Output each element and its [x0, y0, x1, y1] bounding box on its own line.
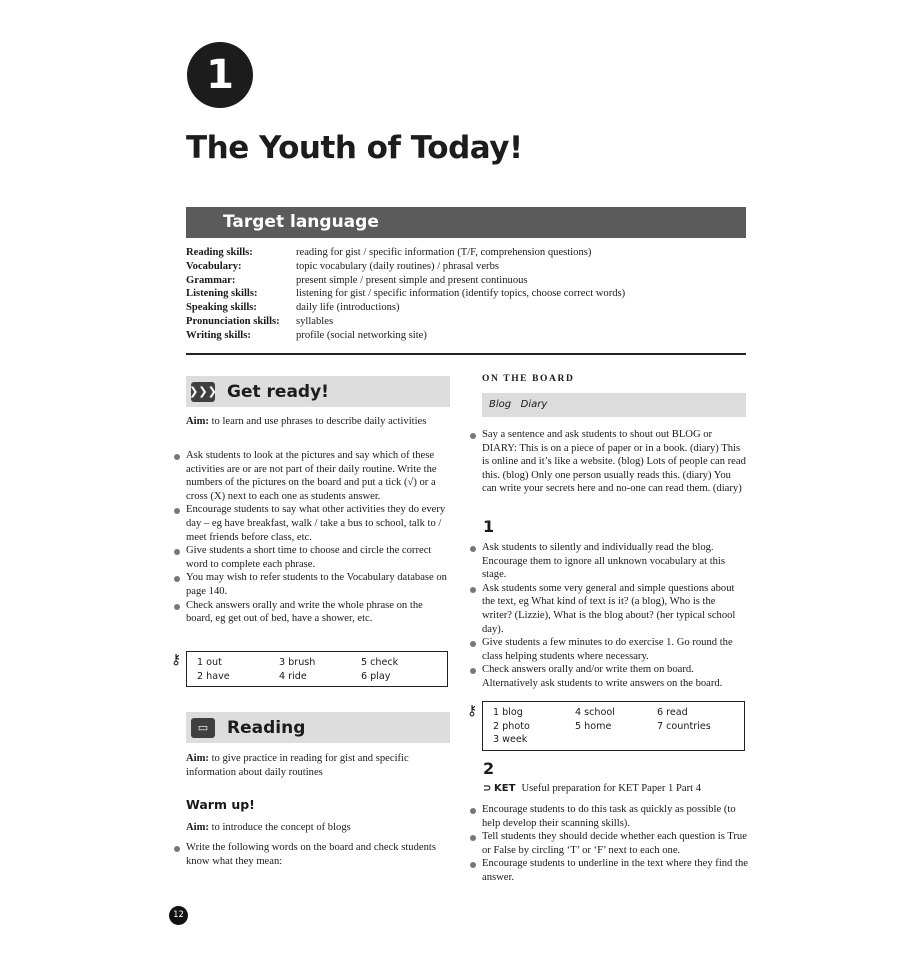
- warm-up-bullets: [174, 841, 452, 868]
- aim-label: Aim:: [186, 822, 209, 833]
- on-the-board-bullets: [470, 428, 748, 496]
- ket-note: [483, 782, 747, 796]
- reading-heading-bar: [186, 712, 450, 743]
- ket-icon: ⊃: [483, 783, 492, 794]
- target-language-heading: Target language: [186, 207, 746, 238]
- row-value: reading for gist / specific information (T/F, comprehension questions): [296, 247, 592, 258]
- answer-item: 1 out: [197, 657, 222, 668]
- get-ready-bullets: [174, 449, 452, 626]
- reading-aim: [186, 752, 448, 779]
- list-item: Say a sentence and ask students to shout out BLOG or DIARY: This is on a piece of paper or in a book. (diary) This is online and it’s like a website. (blog) Lots of people can read this. (blog) Only one person usually reads this. (diary) You can write your secrets here and no-one can read them. (diary): [470, 428, 748, 496]
- row-label: Writing skills:: [186, 329, 251, 341]
- answer-item: 5 check: [361, 657, 399, 668]
- exercise-1-bullets: [470, 541, 748, 691]
- aim-label: Aim:: [186, 753, 209, 764]
- warm-up-aim: [186, 821, 448, 835]
- list-item: Encourage students to say what other activities they do every day – eg have breakfast, walk / take a bus to school, talk to / meet friends before class, etc.: [174, 503, 452, 544]
- answer-item: 1 blog: [493, 707, 523, 718]
- list-item: Encourage students to do this task as quickly as possible (to help develop their scanning skills).: [470, 803, 748, 830]
- list-item: Ask students some very general and simple questions about the text, eg What kind of text is it? (a blog), Who is the writer? (Lizzie), What is the blog about? (her typical school day).: [470, 582, 748, 636]
- answer-item: 3 week: [493, 734, 528, 745]
- aim-text: to learn and use phrases to describe daily activities: [208, 416, 427, 427]
- aim-label: Aim:: [186, 416, 209, 427]
- get-ready-answer-box: [186, 651, 448, 687]
- row-value: present simple / present simple and present continuous: [296, 274, 528, 286]
- list-item: Encourage students to underline in the text where they find the answer.: [470, 857, 748, 884]
- row-value: syllables: [296, 315, 334, 327]
- list-item: Tell students they should decide whether each question is True or False by circling ‘T’ or ‘F’ next to each one.: [470, 830, 748, 857]
- warm-up-heading: Warm up!: [186, 797, 255, 812]
- row-label: Grammar:: [186, 274, 236, 286]
- list-item: Write the following words on the board and check students know what they mean:: [174, 841, 452, 868]
- target-language-table: [186, 246, 625, 343]
- forward-arrows-icon: ❯❯❯: [191, 382, 215, 402]
- answer-item: 4 school: [575, 707, 615, 718]
- get-ready-heading-bar: [186, 376, 450, 407]
- unit-title: The Youth of Today!: [186, 130, 523, 166]
- row-value: daily life (introductions): [296, 302, 400, 314]
- section-divider: [186, 353, 746, 355]
- answer-item: 7 countries: [657, 720, 711, 732]
- key-icon: ⚷: [171, 652, 182, 668]
- ket-label: KET: [494, 783, 516, 794]
- exercise-2-heading: 2: [483, 759, 495, 778]
- aim-text: to give practice in reading for gist and specific information about daily routines: [186, 753, 409, 778]
- answer-item: 5 home: [575, 720, 612, 732]
- answer-item: 2 have: [197, 670, 230, 682]
- ket-text: Useful preparation for KET Paper 1 Part 4: [521, 783, 702, 794]
- row-label: Reading skills:: [186, 247, 253, 258]
- list-item: Ask students to silently and individually read the blog. Encourage them to ignore all unknown vocabulary at this stage.: [470, 541, 748, 582]
- row-label: Listening skills:: [186, 288, 258, 300]
- get-ready-heading: Get ready!: [227, 381, 329, 402]
- book-icon: ▭: [191, 718, 215, 738]
- answer-item: 6 play: [361, 670, 391, 682]
- row-label: Vocabulary:: [186, 260, 242, 272]
- answer-item: 2 photo: [493, 720, 530, 732]
- aim-text: to introduce the concept of blogs: [208, 822, 351, 833]
- list-item: Give students a short time to choose and circle the correct word to complete each phrase.: [174, 544, 452, 571]
- page-number: 12: [169, 906, 188, 925]
- get-ready-aim: [186, 415, 446, 429]
- row-value: listening for gist / specific information (identify topics, choose correct words): [296, 288, 626, 300]
- row-label: Speaking skills:: [186, 302, 257, 314]
- key-icon: ⚷: [467, 703, 478, 719]
- list-item: Ask students to look at the pictures and say which of these activities are or are not part of their daily routine. Write the numbers of the pictures on the board and put a tick (√) or a cross (X) next to each one as students answer.: [174, 449, 452, 503]
- list-item: You may wish to refer students to the Vocabulary database on page 140.: [174, 571, 452, 598]
- list-item: Check answers orally and write the whole phrase on the board, eg get out of bed, have a shower, etc.: [174, 599, 452, 626]
- list-item: Give students a few minutes to do exercise 1. Go round the class helping students where necessary.: [470, 636, 748, 663]
- answer-item: 3 brush: [279, 657, 316, 668]
- row-value: topic vocabulary (daily routines) / phrasal verbs: [296, 260, 499, 272]
- row-value: profile (social networking site): [296, 329, 427, 341]
- exercise-1-heading: 1: [483, 517, 495, 536]
- reading-heading: Reading: [227, 717, 306, 738]
- exercise-2-bullets: [470, 803, 748, 885]
- list-item: Check answers orally and/or write them on board. Alternatively ask students to write answers on the board.: [470, 663, 748, 690]
- on-the-board-words: Blog Diary: [482, 393, 746, 417]
- answer-item: 4 ride: [279, 670, 307, 682]
- on-the-board-label: ON THE BOARD: [482, 374, 575, 384]
- answer-item: 6 read: [657, 707, 688, 718]
- exercise-1-answer-box: [482, 701, 745, 751]
- unit-number-badge: 1: [187, 42, 253, 108]
- row-label: Pronunciation skills:: [186, 315, 280, 327]
